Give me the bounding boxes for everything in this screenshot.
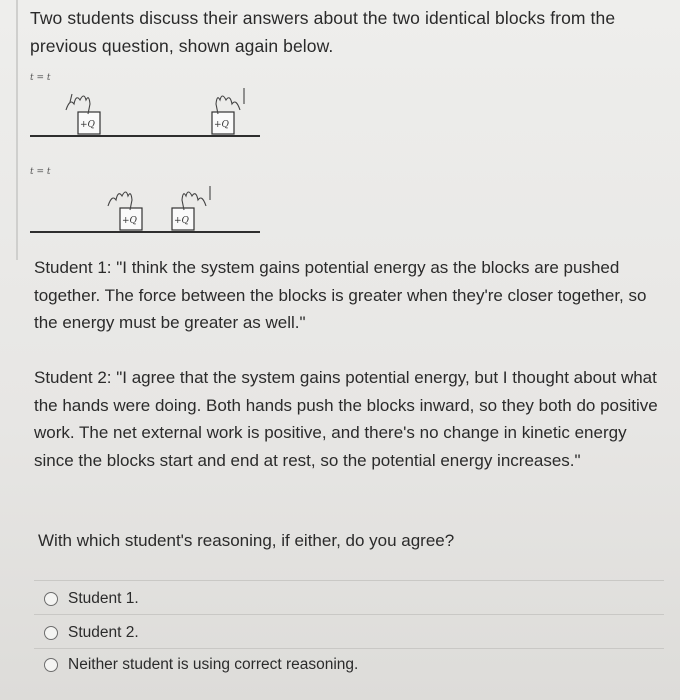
intro-text: Two students discuss their answers about the two identical blocks from the previous question, shown again below.	[30, 8, 616, 56]
block-charge-label: +Q	[122, 216, 137, 226]
divider	[34, 614, 664, 615]
time-label-initial: t = t	[30, 73, 51, 83]
hand-right-initial	[216, 88, 244, 114]
hand-right-final	[182, 186, 210, 210]
radio-circle-icon[interactable]	[44, 626, 58, 640]
hand-left-final	[108, 192, 132, 210]
divider	[34, 648, 664, 649]
block-charge-label: +Q	[80, 120, 95, 130]
option-label: Neither student is using correct reasoning.	[68, 656, 359, 673]
option-student-2[interactable]	[44, 618, 644, 648]
divider	[34, 580, 664, 581]
time-label-final: t = t	[30, 167, 51, 177]
radio-circle-icon[interactable]	[44, 658, 58, 672]
block-charge-label: +Q	[214, 120, 229, 130]
option-student-1[interactable]	[44, 584, 644, 614]
option-neither[interactable]	[44, 650, 644, 680]
blocks-figure	[26, 68, 266, 240]
question-prompt: With which student's reasoning, if either, do you agree?	[38, 531, 455, 550]
student-2-text: Student 2: "I agree that the system gains potential energy, but I thought about what the hands were doing. Both hands push the blocks inward, so they both do positive work. The net external work is positive, and there's no change in kinetic energy since the blocks start and end at rest, so the potential energy increases."	[34, 368, 658, 470]
hand-left-initial	[66, 94, 90, 114]
card-left-border	[16, 0, 18, 260]
student-1-text: Student 1: "I think the system gains potential energy as the blocks are pushed together. The force between the blocks is greater when they're closer together, so the energy must be greater as well."	[34, 258, 647, 332]
option-label: Student 1.	[68, 590, 139, 607]
radio-circle-icon[interactable]	[44, 592, 58, 606]
option-label: Student 2.	[68, 624, 139, 641]
block-charge-label: +Q	[174, 216, 189, 226]
